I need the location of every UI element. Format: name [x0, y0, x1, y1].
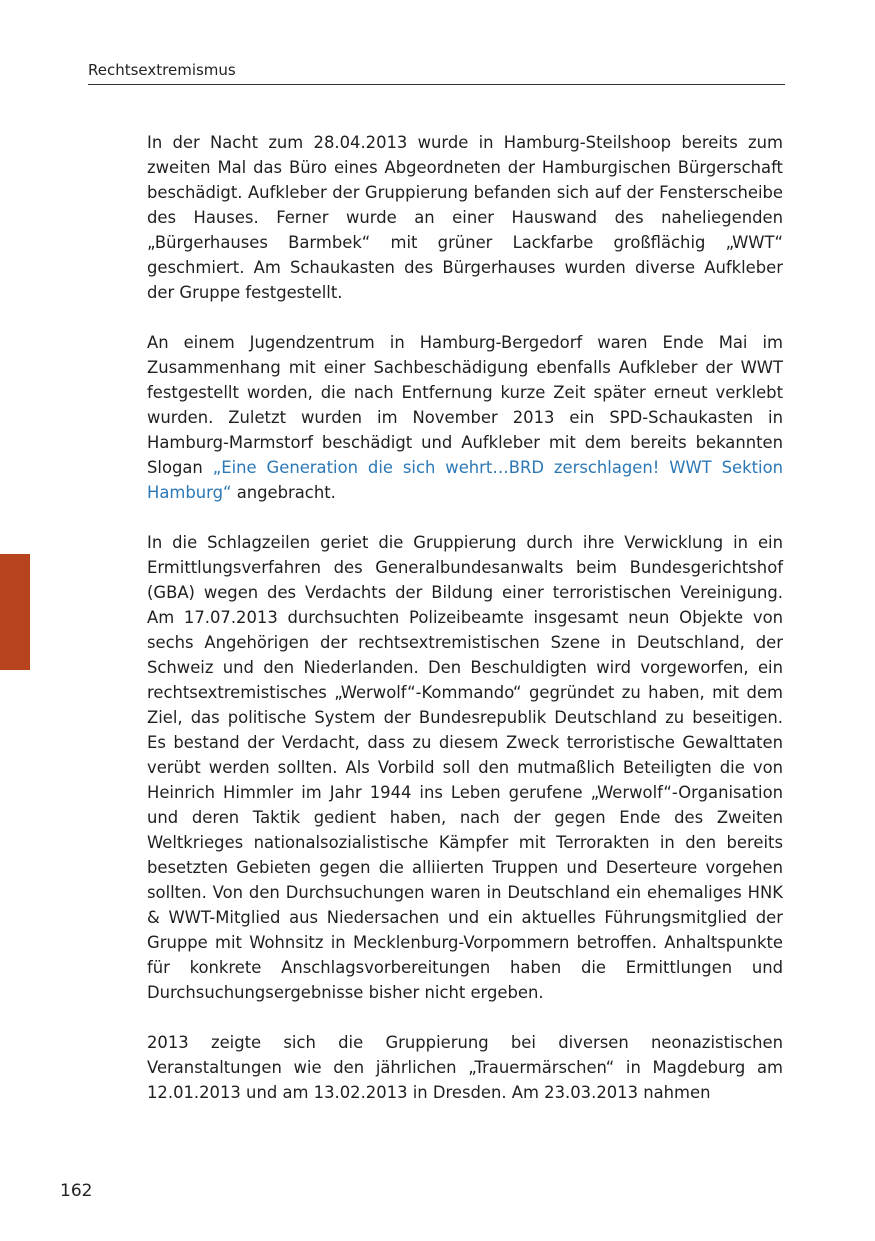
header-rule [88, 84, 785, 85]
paragraph-4: 2013 zeigte sich die Gruppierung bei diversen neonazistischen Veranstaltungen wie den jährlichen „Trauermärschen“ in Magdeburg am 12.01.2013 und am 13.02.2013 in Dresden. Am 23.03.2013 nahmen [147, 1033, 783, 1102]
paragraph-3: In die Schlagzeilen geriet die Gruppierung durch ihre Verwicklung in ein Ermittlungsverfahren des Generalbundesanwalts beim Bundesgerichtshof (GBA) wegen des Verdachts der Bildung einer terroristischen Vereinigung. Am 17.07.2013 durchsuchten Polizeibeamte insgesamt neun Objekte von sechs Angehörigen der rechtsextremistischen Szene in Deutschland, der Schweiz und den Niederlanden. Den Beschuldigten wird vorgeworfen, ein rechtsextremistisches „Werwolf“-Kommando“ gegründet zu haben, mit dem Ziel, das politische System der Bundesrepublik Deutschland zu beseitigen. Es bestand der Verdacht, dass zu diesem Zweck terroristische Gewalttaten verübt werden sollten. Als Vorbild soll den mutmaßlich Beteiligten die von Heinrich Himmler im Jahr 1944 ins Leben gerufene „Werwolf“-Organisation und deren Taktik gedient haben, nach der gegen Ende des Zweiten Weltkrieges nationalsozialistische Kämpfer mit Terrorakten in den bereits besetzten Gebieten gegen die alliierten Truppen und Deserteure vorgehen sollten. Von den Durchsuchungen waren in Deutschland ein ehemaliges HNK & WWT-Mitglied aus Niedersachen und ein aktuelles Führungsmitglied der Gruppe mit Wohnsitz in Mecklenburg-Vorpommern betroffen. Anhaltspunkte für konkrete Anschlagsvorbereitungen haben die Ermittlungen und Durchsuchungsergebnisse bisher nicht ergeben. [147, 533, 783, 1002]
paragraph-2 [147, 330, 783, 505]
running-header: Rechtsextremismus [88, 61, 236, 79]
paragraph-1: In der Nacht zum 28.04.2013 wurde in Hamburg-Steilshoop bereits zum zweiten Mal das Büro eines Abgeordneten der Hamburgischen Bürgerschaft beschädigt. Aufkleber der Gruppierung befanden sich auf der Fensterscheibe des Hauses. Ferner wurde an einer Hauswand des naheliegenden „Bürgerhauses Barmbek“ mit grüner Lackfarbe großflächig „WWT“ geschmiert. Am Schaukasten des Bürgerhauses wurden diverse Aufkleber der Gruppe festgestellt. [147, 133, 783, 302]
paragraph-2-text: An einem Jugendzentrum in Hamburg-Bergedorf waren Ende Mai im Zusammenhang mit einer Sachbeschädigung ebenfalls Aufkleber der WWT festgestellt worden, die nach Entfernung kurze Zeit später erneut verklebt wurden. Zuletzt wurden im November 2013 ein SPD-Schaukasten in Hamburg-Marmstorf beschädigt und Aufkleber mit dem bereits bekannten Slogan [147, 333, 783, 477]
slogan-quote: „Eine Generation die sich wehrt…BRD zerschlagen! WWT Sektion Hamburg“ [147, 458, 783, 502]
chapter-side-tab [0, 554, 30, 670]
main-text [147, 130, 783, 1130]
page-number: 162 [60, 1181, 93, 1201]
paragraph-2-end: angebracht. [231, 483, 336, 502]
